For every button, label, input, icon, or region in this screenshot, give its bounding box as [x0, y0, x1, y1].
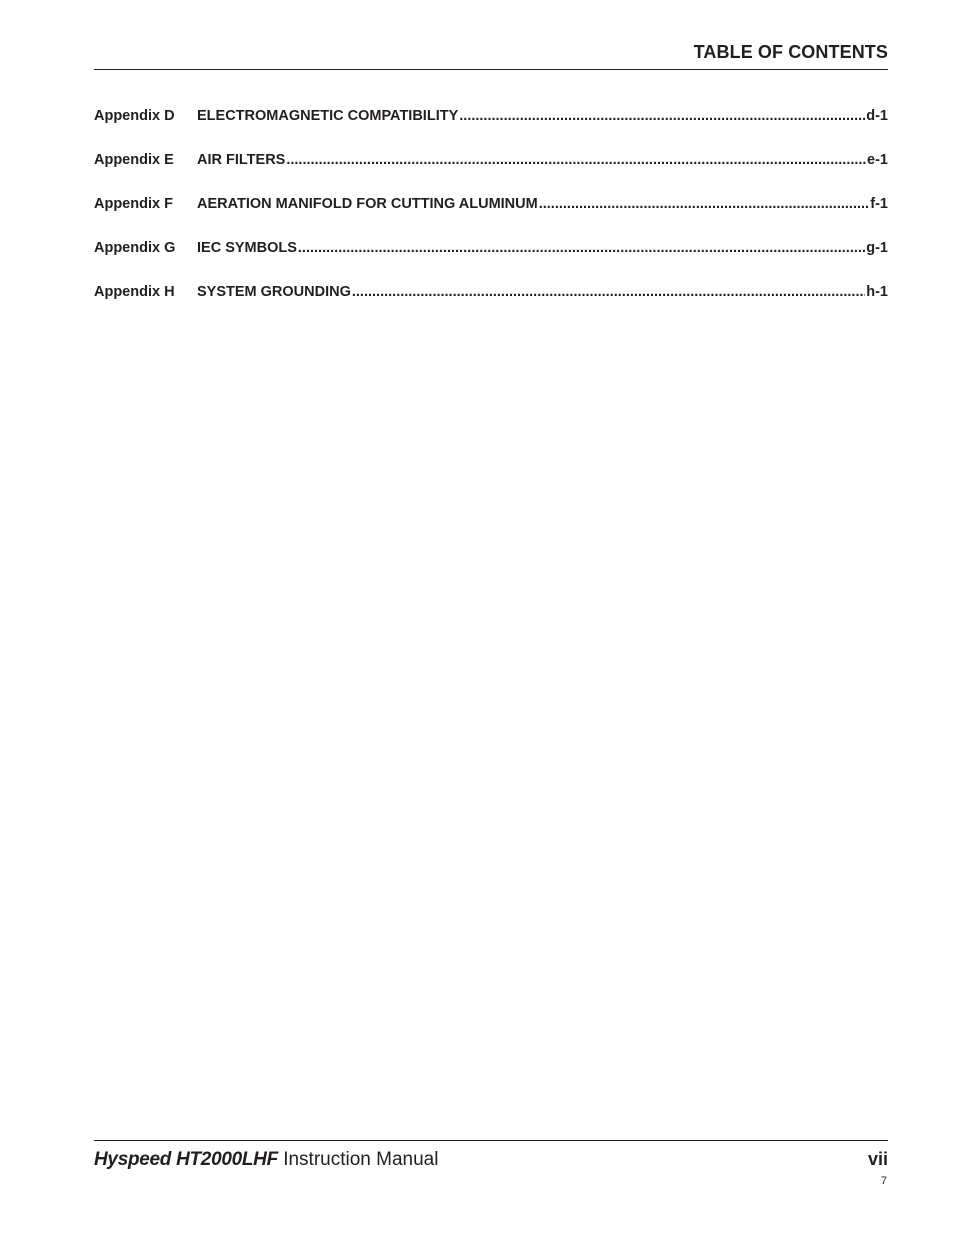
toc-entry-page: g-1: [866, 240, 888, 256]
footer-page-number: 7: [880, 1175, 887, 1187]
toc-entry-title: SYSTEM GROUNDING: [197, 284, 351, 300]
toc-entry-label: Appendix D: [94, 108, 175, 124]
toc-entry-label: Appendix E: [94, 152, 174, 168]
toc-leader-dots: [539, 196, 870, 212]
toc-entry-title: ELECTROMAGNETIC COMPATIBILITY: [197, 108, 459, 124]
toc-entry-appendix-g[interactable]: [94, 240, 888, 284]
toc-entry-appendix-h[interactable]: [94, 284, 888, 328]
toc-entry-label: Appendix F: [94, 196, 173, 212]
footer-page-label: vii: [867, 1149, 888, 1169]
toc-leader-dots: [298, 240, 865, 256]
footer-product-name: Hyspeed HT2000LHF: [94, 1149, 278, 1170]
toc-entry-title: AIR FILTERS: [197, 152, 286, 168]
footer-manual-title: [94, 1149, 438, 1171]
toc-entry-title: IEC SYMBOLS: [197, 240, 297, 256]
toc-entry-page: d-1: [866, 108, 888, 124]
footer-divider: [94, 1140, 888, 1141]
toc-list: [94, 108, 888, 328]
page-title: TABLE OF CONTENTS: [693, 42, 888, 62]
toc-entry-appendix-e[interactable]: [94, 152, 888, 196]
footer-document-type: Instruction Manual: [283, 1149, 439, 1170]
toc-leader-dots: [352, 284, 865, 300]
toc-entry-label: Appendix G: [94, 240, 176, 256]
toc-entry-page: f-1: [870, 196, 888, 212]
toc-leader-dots: [286, 152, 866, 168]
toc-entry-page: e-1: [867, 152, 888, 168]
toc-entry-label: Appendix H: [94, 284, 175, 300]
toc-entry-title: AERATION MANIFOLD FOR CUTTING ALUMINUM: [197, 196, 538, 212]
toc-entry-appendix-f[interactable]: [94, 196, 888, 240]
toc-entry-appendix-d[interactable]: [94, 108, 888, 152]
toc-leader-dots: [459, 108, 865, 124]
toc-entry-page: h-1: [866, 284, 888, 300]
header-divider: [94, 69, 888, 70]
